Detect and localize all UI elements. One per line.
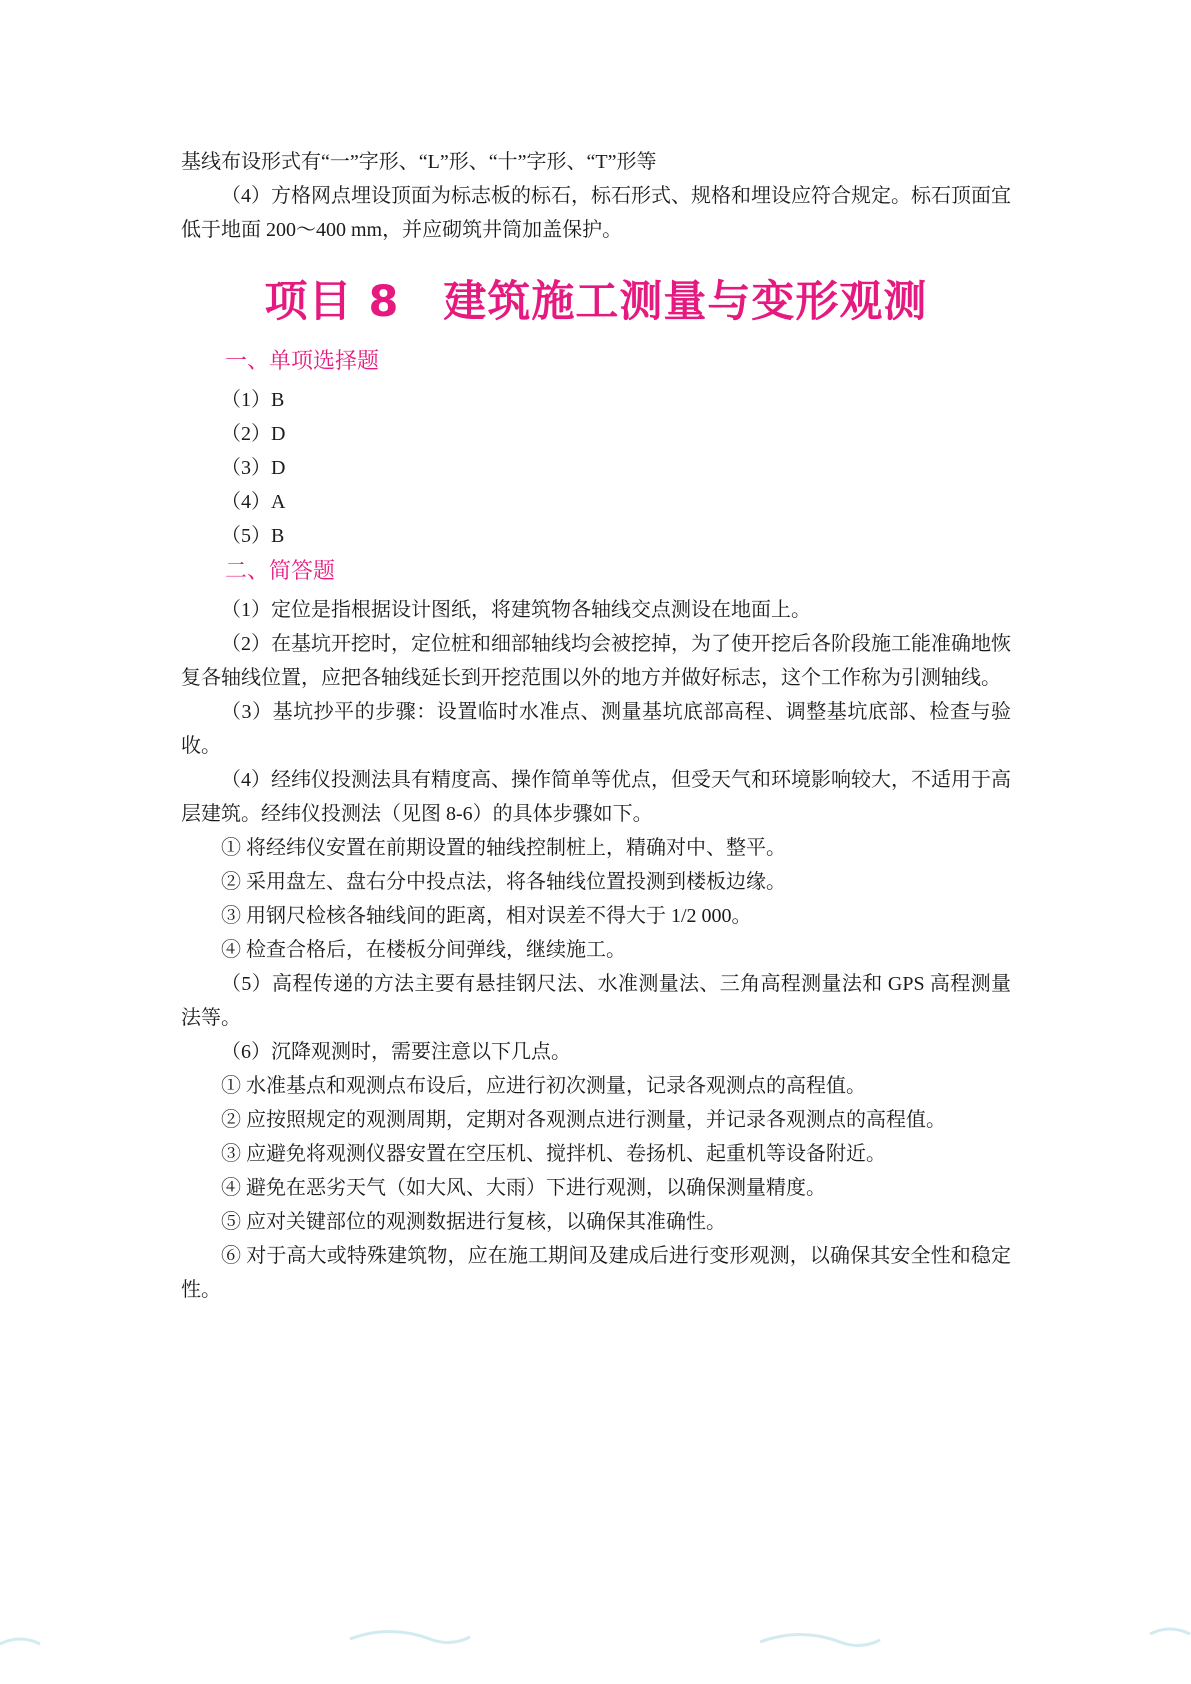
answer-paragraph-1: （1）定位是指根据设计图纸，将建筑物各轴线交点测设在地面上。 — [221, 599, 811, 621]
answer-paragraph-3: （3）基坑抄平的步骤：设置临时水准点、测量基坑底部高程、调整基坑底部、检查与验收。 — [181, 701, 1011, 757]
step-item-wrapped: ⑥ 对于高大或特殊建筑物，应在施工期间及建成后进行变形观测，以确保其安全性和稳定性。 — [181, 1245, 1011, 1301]
step-item: ① 水准基点和观测点布设后，应进行初次测量，记录各观测点的高程值。 — [221, 1075, 866, 1097]
answer-paragraph-2: （2）在基坑开挖时，定位桩和细部轴线均会被挖掉，为了使开挖后各阶段施工能准确地恢复各轴线位置，应把各轴线延长到开挖范围以外的地方并做好标志，这个工作称为引测轴线。 — [181, 633, 1011, 689]
answer-paragraph-5: （5）高程传递的方法主要有悬挂钢尺法、水准测量法、三角高程测量法和 GPS 高程测量法等。 — [181, 973, 1011, 1029]
page-content — [181, 145, 1011, 1307]
step-item: ③ 应避免将观测仪器安置在空压机、搅拌机、卷扬机、起重机等设备附近。 — [221, 1143, 886, 1165]
intro-line: 基线布设形式有“一”字形、“L”形、“十”字形、“T”形等 — [181, 151, 657, 173]
step-item: ③ 用钢尺检核各轴线间的距离，相对误差不得大于 1/2 000。 — [221, 905, 752, 927]
answer-item: （5）B — [221, 525, 285, 547]
answer-item: （2）D — [221, 423, 286, 445]
step-item: ② 采用盘左、盘右分中投点法，将各轴线位置投测到楼板边缘。 — [221, 871, 786, 893]
chapter-title: 项目 8 建筑施工测量与变形观测 — [264, 277, 928, 327]
step-item: ① 将经纬仪安置在前期设置的轴线控制桩上，精确对中、整平。 — [221, 837, 786, 859]
watermark-decoration — [0, 1604, 1191, 1684]
answer-item: （1）B — [221, 389, 285, 411]
intro-paragraph-4: （4）方格网点埋设顶面为标志板的标石，标石形式、规格和埋设应符合规定。标石顶面宜低于地面 200～400 mm，并应砌筑井筒加盖保护。 — [181, 185, 1011, 241]
answer-paragraph-4: （4）经纬仪投测法具有精度高、操作简单等优点，但受天气和环境影响较大，不适用于高层建筑。经纬仪投测法（见图 8-6）的具体步骤如下。 — [181, 769, 1011, 825]
step-item: ⑤ 应对关键部位的观测数据进行复核，以确保其准确性。 — [221, 1211, 726, 1233]
section-heading-choice: 一、单项选择题 — [225, 349, 380, 374]
section-heading-short-answer: 二、简答题 — [225, 559, 336, 584]
answer-item: （4）A — [221, 491, 286, 513]
answer-paragraph-6: （6）沉降观测时，需要注意以下几点。 — [221, 1041, 571, 1063]
step-item: ④ 检查合格后，在楼板分间弹线，继续施工。 — [221, 939, 626, 961]
step-item: ④ 避免在恶劣天气（如大风、大雨）下进行观测，以确保测量精度。 — [221, 1177, 826, 1199]
answer-item: （3）D — [221, 457, 286, 479]
step-item: ② 应按照规定的观测周期，定期对各观测点进行测量，并记录各观测点的高程值。 — [221, 1109, 946, 1131]
